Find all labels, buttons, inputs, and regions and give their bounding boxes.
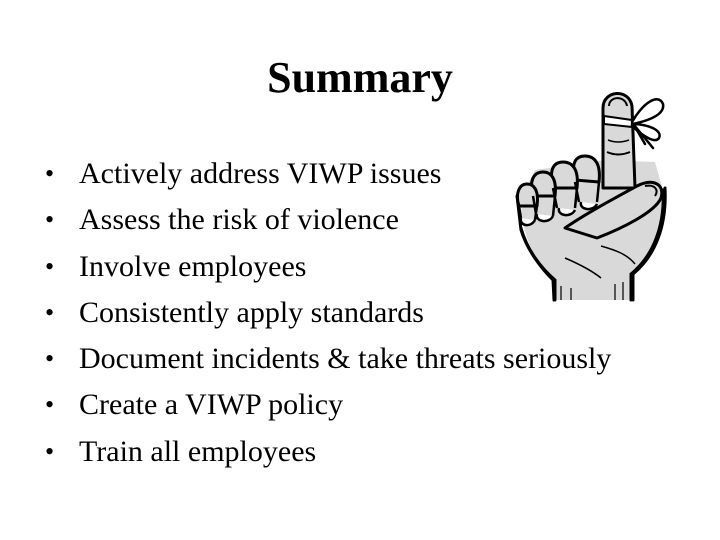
bullet-item — [40, 429, 611, 475]
bullet-item — [40, 336, 611, 382]
bullet-dot: • — [45, 159, 55, 188]
bullet-text: Document incidents & take threats seriously — [79, 342, 612, 376]
slide-title: Summary — [267, 53, 453, 102]
bullet-dot: • — [45, 205, 55, 235]
bullet-list — [40, 151, 611, 475]
bullet-text: Consistently apply standards — [79, 295, 424, 329]
bullet-dot: • — [45, 297, 55, 327]
bullet-item — [40, 151, 611, 197]
bullet-text: Involve employees — [79, 249, 307, 283]
bullet-item — [40, 197, 611, 243]
bullet-dot: • — [45, 390, 55, 420]
bullet-dot: • — [45, 436, 55, 466]
bullet-item — [40, 290, 611, 336]
bullet-text: Create a VIWP policy — [79, 388, 344, 422]
bullet-dot: • — [45, 344, 55, 374]
bullet-text: Assess the risk of violence — [79, 203, 399, 237]
bullet-item — [40, 382, 611, 428]
bullet-text: Actively address VIWP issues — [79, 157, 442, 190]
bullet-item — [40, 244, 611, 290]
bullet-dot: • — [45, 251, 55, 281]
bullet-text: Train all employees — [79, 434, 317, 468]
